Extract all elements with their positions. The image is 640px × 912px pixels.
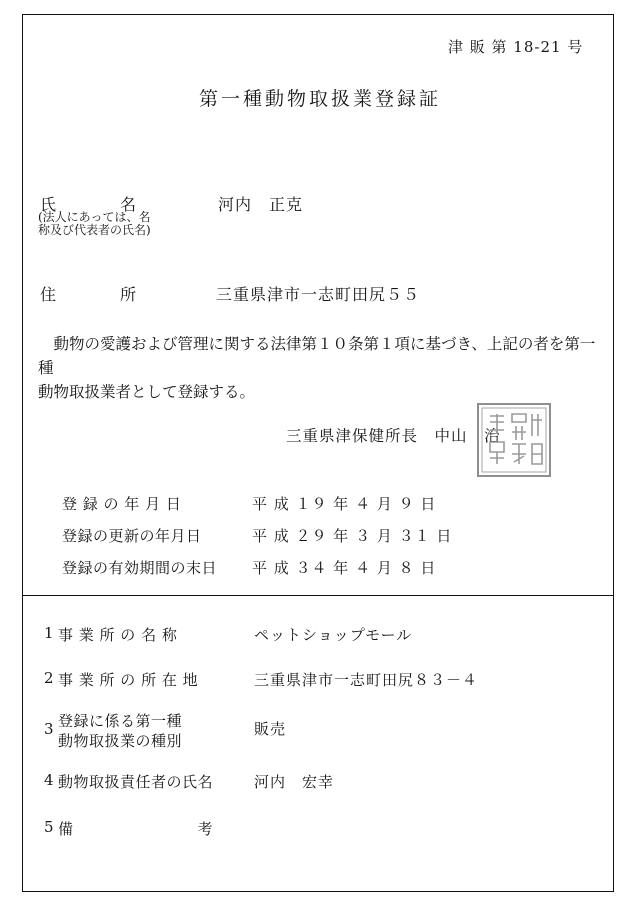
statement-paragraph xyxy=(38,332,608,404)
name-label: 氏 名 xyxy=(40,195,137,214)
statement-line-2: 動物取扱業者として登録する。 xyxy=(38,383,256,401)
item-2-number: 2 xyxy=(44,669,55,687)
item-4-value: 河内 宏幸 xyxy=(254,773,335,791)
official-seal-icon xyxy=(472,400,554,480)
item-4-number: 4 xyxy=(44,771,55,789)
document-number: 津 販 第 18-21 号 xyxy=(448,38,584,56)
renewal-date-label: 登録の更新の年月日 xyxy=(62,527,202,545)
address-value: 三重県津市一志町田尻５５ xyxy=(216,285,421,304)
section-divider xyxy=(22,595,614,596)
document-title: 第一種動物取扱業登録証 xyxy=(198,88,441,110)
registration-date-value: 平 成 １９ 年 ４ 月 ９ 日 xyxy=(252,495,437,513)
item-1-label: 事 業 所 の 名 称 xyxy=(58,626,178,644)
item-3-value: 販売 xyxy=(254,720,287,738)
name-sub-label-2: 称及び代表者の氏名) xyxy=(38,223,151,237)
address-label: 住 所 xyxy=(40,285,137,304)
item-5-number: 5 xyxy=(44,818,55,836)
name-sub-label-1: (法人にあっては、名 xyxy=(38,210,151,224)
renewal-date-value: 平 成 ２９ 年 ３ 月 ３１ 日 xyxy=(252,527,453,545)
item-2-value: 三重県津市一志町田尻８３－４ xyxy=(254,671,479,689)
statement-line-1: 動物の愛護および管理に関する法律第１０条第１項に基づき、上記の者を第一種 xyxy=(38,335,596,377)
item-3-label: 登録に係る第一種 xyxy=(58,712,183,730)
item-5-label: 備 考 xyxy=(58,820,214,838)
item-3-label-line-2: 動物取扱業の種別 xyxy=(58,732,183,750)
registration-date-label: 登 録 の 年 月 日 xyxy=(62,495,182,513)
name-value: 河内 正克 xyxy=(218,195,304,214)
item-1-number: 1 xyxy=(44,624,55,642)
expiry-date-label: 登録の有効期間の末日 xyxy=(62,559,218,577)
item-3-number: 3 xyxy=(44,720,55,738)
item-4-label: 動物取扱責任者の氏名 xyxy=(58,773,214,791)
item-1-value: ペットショップモール xyxy=(254,626,413,644)
issuer-name: 三重県津保健所長 中山 治 xyxy=(286,427,501,445)
item-2-label: 事 業 所 の 所 在 地 xyxy=(58,671,199,689)
expiry-date-value: 平 成 ３４ 年 ４ 月 ８ 日 xyxy=(252,559,437,577)
